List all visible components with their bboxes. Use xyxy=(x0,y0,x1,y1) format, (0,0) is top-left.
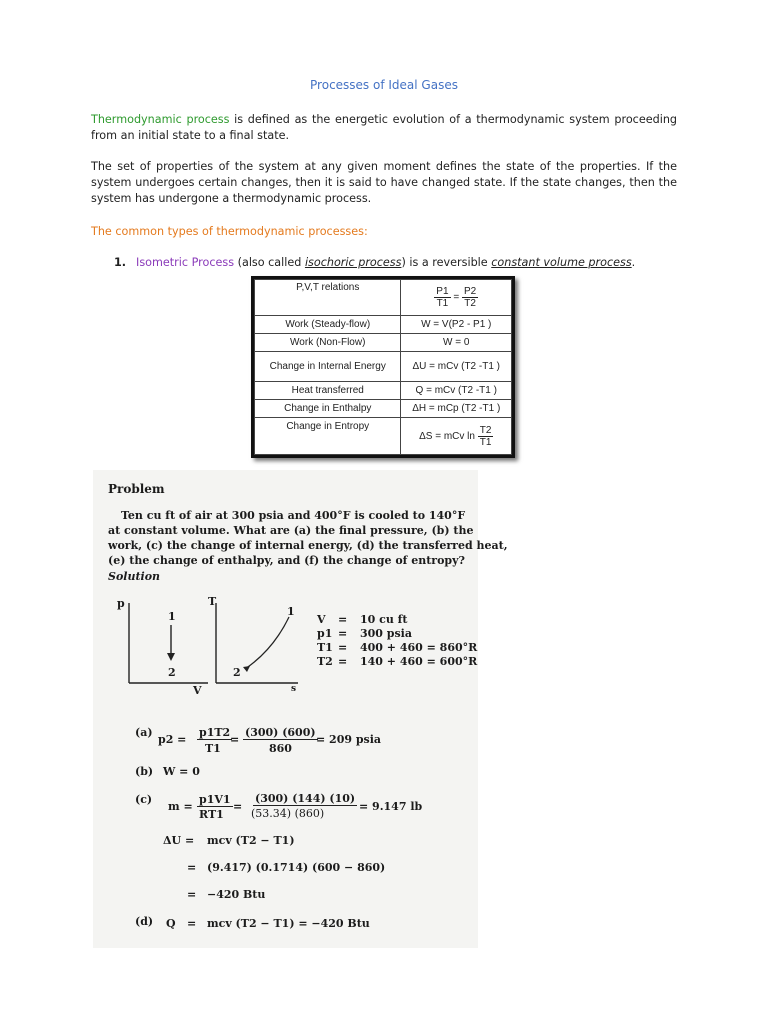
part-b-text: W = 0 xyxy=(163,765,200,778)
row-formula: W = V(P2 - P1 ) xyxy=(401,316,512,334)
row-label: Change in Enthalpy xyxy=(255,400,401,418)
part-c-frac-den: RT1 xyxy=(199,808,224,821)
intro-paragraph xyxy=(91,112,677,144)
part-a-frac-den: T1 xyxy=(205,742,221,755)
list-number: 1. xyxy=(114,256,127,269)
part-c-lhs: m = xyxy=(168,800,193,813)
row-label: Change in Entropy xyxy=(255,418,401,455)
part-c-label: (c) xyxy=(135,793,153,806)
given-symbol: p1 xyxy=(317,627,333,640)
state-1-label: 1 xyxy=(168,610,176,623)
row-label: Heat transferred xyxy=(255,382,401,400)
part-a-lhs: p2 = xyxy=(158,733,187,746)
pvt-formula: $\frac{P1}{T1}$ = $\frac{P2}{T2}$ xyxy=(401,280,512,316)
part-d-expr: mcv (T2 − T1) = −420 Btu xyxy=(207,917,370,930)
problem-heading: Problem xyxy=(108,482,165,496)
frac-num: P2 xyxy=(463,286,477,297)
row-label: Change in Internal Energy xyxy=(255,352,401,382)
problem-line: work, (c) the change of internal energy, (d) the transferred heat, xyxy=(108,539,508,552)
state-paragraph: The set of properties of the system at any given moment defines the state of the properties. If the system undergoes certain changes, then it is said to have changed state. If the state changes, then the system has undergone a thermodynamic process. xyxy=(91,160,677,205)
page-title: Processes of Ideal Gases xyxy=(310,78,458,92)
item-text-1: (also called xyxy=(234,256,305,269)
isochoric-term: isochoric process xyxy=(304,256,402,269)
frac-num: P1 xyxy=(436,286,449,297)
row-label: Work (Non-Flow) xyxy=(255,334,401,352)
constant-volume-term: constant volume process xyxy=(491,256,632,269)
frac-den: T1 xyxy=(479,436,492,448)
part-d-lhs: Q xyxy=(166,917,176,930)
isometric-relations-table xyxy=(251,276,515,458)
axis-v-label: V xyxy=(193,684,202,697)
axis-t-label: T xyxy=(208,595,217,608)
isometric-process-term: Isometric Process xyxy=(136,256,235,269)
delta-u-expr: mcv (T2 − T1) xyxy=(207,834,295,847)
frac-num: T2 xyxy=(479,424,492,436)
given-value: 10 cu ft xyxy=(360,613,408,626)
given-symbol: T1 xyxy=(317,641,333,654)
part-c-frac-num: p1V1 xyxy=(199,793,231,806)
given-value: 300 psia xyxy=(360,627,412,640)
part-a-result: = 209 psia xyxy=(316,733,382,746)
entropy-formula xyxy=(401,418,512,455)
part-d-label: (d) xyxy=(135,915,154,928)
part-c-den: (53.34) (860) xyxy=(251,807,325,820)
given-symbol: V xyxy=(317,613,326,626)
frac-den: T1 xyxy=(436,298,449,309)
entropy-prefix: ΔS = mCv ln xyxy=(419,430,475,442)
state-2-label: 2 xyxy=(168,666,176,679)
given-value: 140 + 460 = 600°R xyxy=(360,655,478,668)
given-eq: = xyxy=(338,641,348,654)
part-a-eq: = xyxy=(230,733,240,746)
given-eq: = xyxy=(338,655,348,668)
row-label: Work (Steady-flow) xyxy=(255,316,401,334)
item-text-3: . xyxy=(631,256,636,269)
common-types-heading: The common types of thermodynamic processes: xyxy=(91,225,368,238)
table-row xyxy=(255,382,512,400)
scanned-problem-image xyxy=(93,470,508,948)
delta-u-substitution: (9.417) (0.1714) (600 − 860) xyxy=(207,861,386,874)
problem-line: at constant volume. What are (a) the final pressure, (b) the xyxy=(108,524,474,537)
row-formula: ΔU = mCv (T2 -T1 ) xyxy=(401,352,512,382)
row-label: P,V,T relations xyxy=(255,280,401,316)
row-formula: Q = mCv (T2 -T1 ) xyxy=(401,382,512,400)
part-c-num: (300) (144) (10) xyxy=(255,792,356,805)
list-item-isometric xyxy=(114,256,635,269)
part-a-frac-num: p1T2 xyxy=(199,726,231,739)
delta-u-eq: = xyxy=(187,888,197,901)
problem-line: (e) the change of enthalpy, and (f) the change of entropy? xyxy=(108,554,465,567)
given-eq: = xyxy=(338,627,348,640)
part-c-result: = 9.147 lb xyxy=(359,800,423,813)
state-1-label: 1 xyxy=(287,605,295,618)
solution-heading: Solution xyxy=(108,570,161,583)
term-thermodynamic-process: Thermodynamic process xyxy=(91,113,230,126)
state-2-label: 2 xyxy=(233,666,241,679)
table-row xyxy=(255,400,512,418)
part-b-label: (b) xyxy=(135,765,154,778)
intro-text: is defined as the energetic evolution of a thermodynamic system proceeding from an initial state to a final state. xyxy=(91,113,678,142)
part-c-eq: = xyxy=(233,800,243,813)
table-row xyxy=(255,280,512,316)
process-diagrams xyxy=(123,595,303,695)
given-eq: = xyxy=(338,613,348,626)
delta-u-lhs: ΔU = xyxy=(163,834,195,847)
given-symbol: T2 xyxy=(317,655,333,668)
item-text-2: ) is a reversible xyxy=(401,256,492,269)
delta-u-result: −420 Btu xyxy=(207,888,266,901)
axis-s-label: s xyxy=(291,684,297,694)
axis-p-label: p xyxy=(117,597,125,610)
row-formula: W = 0 xyxy=(401,334,512,352)
table-row xyxy=(255,316,512,334)
table-row xyxy=(255,352,512,382)
part-a-num: (300) (600) xyxy=(245,726,316,739)
delta-u-eq: = xyxy=(187,861,197,874)
given-value: 400 + 460 = 860°R xyxy=(360,641,478,654)
frac-den: T2 xyxy=(464,298,476,309)
part-a-label: (a) xyxy=(135,726,153,739)
table-row xyxy=(255,418,512,455)
problem-line: Ten cu ft of air at 300 psia and 400°F is cooled to 140°F xyxy=(121,509,466,522)
row-formula: ΔH = mCp (T2 -T1 ) xyxy=(401,400,512,418)
table-row xyxy=(255,334,512,352)
part-a-den: 860 xyxy=(269,742,292,755)
part-d-eq: = xyxy=(187,917,197,930)
